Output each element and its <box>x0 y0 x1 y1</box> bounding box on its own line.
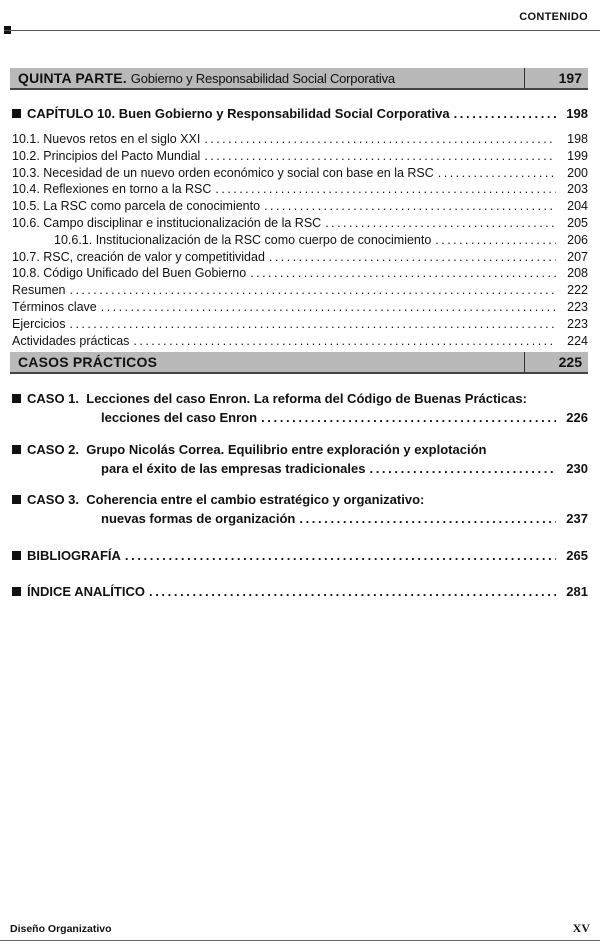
case-entry-continuation[interactable] <box>12 410 588 425</box>
case-entry[interactable] <box>12 391 588 406</box>
entry-label: 10.5. La RSC como parcela de conocimiento <box>12 199 261 214</box>
case-label: CASO 3. <box>27 492 80 507</box>
chapter-entry[interactable] <box>12 106 588 121</box>
bibliography-page: 265 <box>566 548 588 563</box>
case-title-line1: Lecciones del caso Enron. La reforma del Código de Buenas Prácticas: <box>86 391 527 406</box>
dot-leader <box>369 461 556 476</box>
bullet-square-icon <box>12 394 21 403</box>
case-title-line1: Coherencia entre el cambio estratégico y organizativo: <box>86 492 425 507</box>
case-label: CASO 2. <box>27 442 80 457</box>
entry-page: 200 <box>567 165 588 180</box>
dot-leader <box>264 199 556 214</box>
entry-label: Ejercicios <box>12 316 66 331</box>
case-label: CASO 1. <box>27 391 80 406</box>
entry-page: 224 <box>567 333 588 348</box>
toc-entry[interactable] <box>12 182 588 197</box>
cases-band <box>10 352 588 374</box>
bibliography-label: BIBLIOGRAFÍA <box>27 548 121 563</box>
index-entry[interactable] <box>12 584 588 599</box>
entry-label: 10.6. Campo disciplinar e institucionalización de la RSC <box>12 216 322 230</box>
dot-leader <box>133 334 556 349</box>
index-page: 281 <box>566 584 588 599</box>
toc-entry[interactable] <box>12 317 588 332</box>
entry-label: 10.2. Principios del Pacto Mundial <box>12 148 201 163</box>
toc-entry[interactable] <box>12 233 588 248</box>
part-label: QUINTA PARTE. <box>18 70 127 86</box>
cases-title: CASOS PRÁCTICOS <box>18 354 158 370</box>
entry-page: 207 <box>567 249 588 264</box>
dot-leader <box>204 149 556 164</box>
entry-page: 223 <box>567 300 588 314</box>
dot-leader <box>325 216 556 231</box>
footer-page-number: XV <box>572 921 590 935</box>
entry-label: 10.8. Código Unificado del Buen Gobierno <box>12 266 247 281</box>
bullet-square-icon <box>12 551 21 560</box>
part-page: 197 <box>524 68 588 88</box>
part-band <box>10 68 588 90</box>
entry-label: Actividades prácticas <box>12 333 130 348</box>
entry-label: Términos clave <box>12 300 97 314</box>
toc-entry[interactable] <box>12 166 588 181</box>
case-entry-continuation[interactable] <box>12 511 588 526</box>
dot-leader <box>101 300 556 315</box>
case-entry[interactable] <box>12 492 588 507</box>
case-title-line1: Grupo Nicolás Correa. Equilibrio entre exploración y explotación <box>86 442 487 457</box>
dot-leader <box>149 584 556 599</box>
entry-page: 199 <box>567 148 588 163</box>
dot-leader <box>261 410 556 425</box>
toc-entry[interactable] <box>12 300 588 315</box>
case-page: 237 <box>566 511 588 526</box>
dot-leader <box>250 266 556 281</box>
footer-rule <box>0 940 600 941</box>
cases-page: 225 <box>524 352 588 372</box>
toc-entry[interactable] <box>12 149 588 164</box>
toc-entry[interactable] <box>12 199 588 214</box>
dot-leader <box>438 166 556 181</box>
footer-book-title: Diseño Organizativo <box>10 923 112 935</box>
bullet-square-icon <box>12 109 21 118</box>
toc-entry[interactable] <box>12 216 588 231</box>
dot-leader <box>204 132 556 147</box>
entry-page: 203 <box>567 182 588 197</box>
index-label: ÍNDICE ANALÍTICO <box>27 584 145 599</box>
case-page: 230 <box>566 461 588 476</box>
header-rule <box>4 30 600 31</box>
case-title-line2: nuevas formas de organización <box>101 511 296 526</box>
entry-label: 10.3. Necesidad de un nuevo orden económico y social con base en la RSC <box>12 165 434 180</box>
entry-page: 208 <box>567 266 588 281</box>
entry-page: 222 <box>567 283 588 298</box>
chapter-label: CAPÍTULO 10. Buen Gobierno y Responsabilidad Social Corporativa <box>27 106 450 121</box>
toc-entry[interactable] <box>12 250 588 265</box>
bullet-square-icon <box>12 445 21 454</box>
bullet-square-icon <box>12 495 21 504</box>
entry-label: 10.4. Reflexiones en torno a la RSC <box>12 182 212 197</box>
dot-leader <box>299 511 556 526</box>
dot-leader <box>215 182 556 197</box>
case-title-line2: lecciones del caso Enron <box>101 410 258 425</box>
dot-leader <box>435 233 556 248</box>
dot-leader <box>70 317 557 332</box>
toc-entry[interactable] <box>12 132 588 147</box>
entry-page: 206 <box>567 232 588 247</box>
toc-entry[interactable] <box>12 334 588 349</box>
case-entry[interactable] <box>12 442 588 457</box>
dot-leader <box>454 106 556 121</box>
toc-entry[interactable] <box>12 283 588 298</box>
case-page: 226 <box>566 410 588 425</box>
bullet-square-icon <box>12 587 21 596</box>
running-header: CONTENIDO <box>519 11 588 23</box>
entry-label: Resumen <box>12 283 66 298</box>
entry-page: 198 <box>567 132 588 146</box>
dot-leader <box>70 283 557 298</box>
entry-page: 204 <box>567 199 588 214</box>
part-title: Gobierno y Responsabilidad Social Corporativa <box>130 71 395 86</box>
case-entry-continuation[interactable] <box>12 461 588 476</box>
dot-leader <box>269 250 556 265</box>
case-title-line2: para el éxito de las empresas tradicionales <box>101 461 366 476</box>
bibliography-entry[interactable] <box>12 548 588 563</box>
entry-label: 10.6.1. Institucionalización de la RSC como cuerpo de conocimiento <box>54 232 432 247</box>
chapter-page: 198 <box>566 106 588 121</box>
entry-page: 205 <box>567 216 588 230</box>
entry-label: 10.1. Nuevos retos en el siglo XXI <box>12 132 201 146</box>
toc-entry[interactable] <box>12 266 588 281</box>
entry-page: 223 <box>567 316 588 331</box>
dot-leader <box>125 548 556 563</box>
entry-label: 10.7. RSC, creación de valor y competitividad <box>12 249 265 264</box>
